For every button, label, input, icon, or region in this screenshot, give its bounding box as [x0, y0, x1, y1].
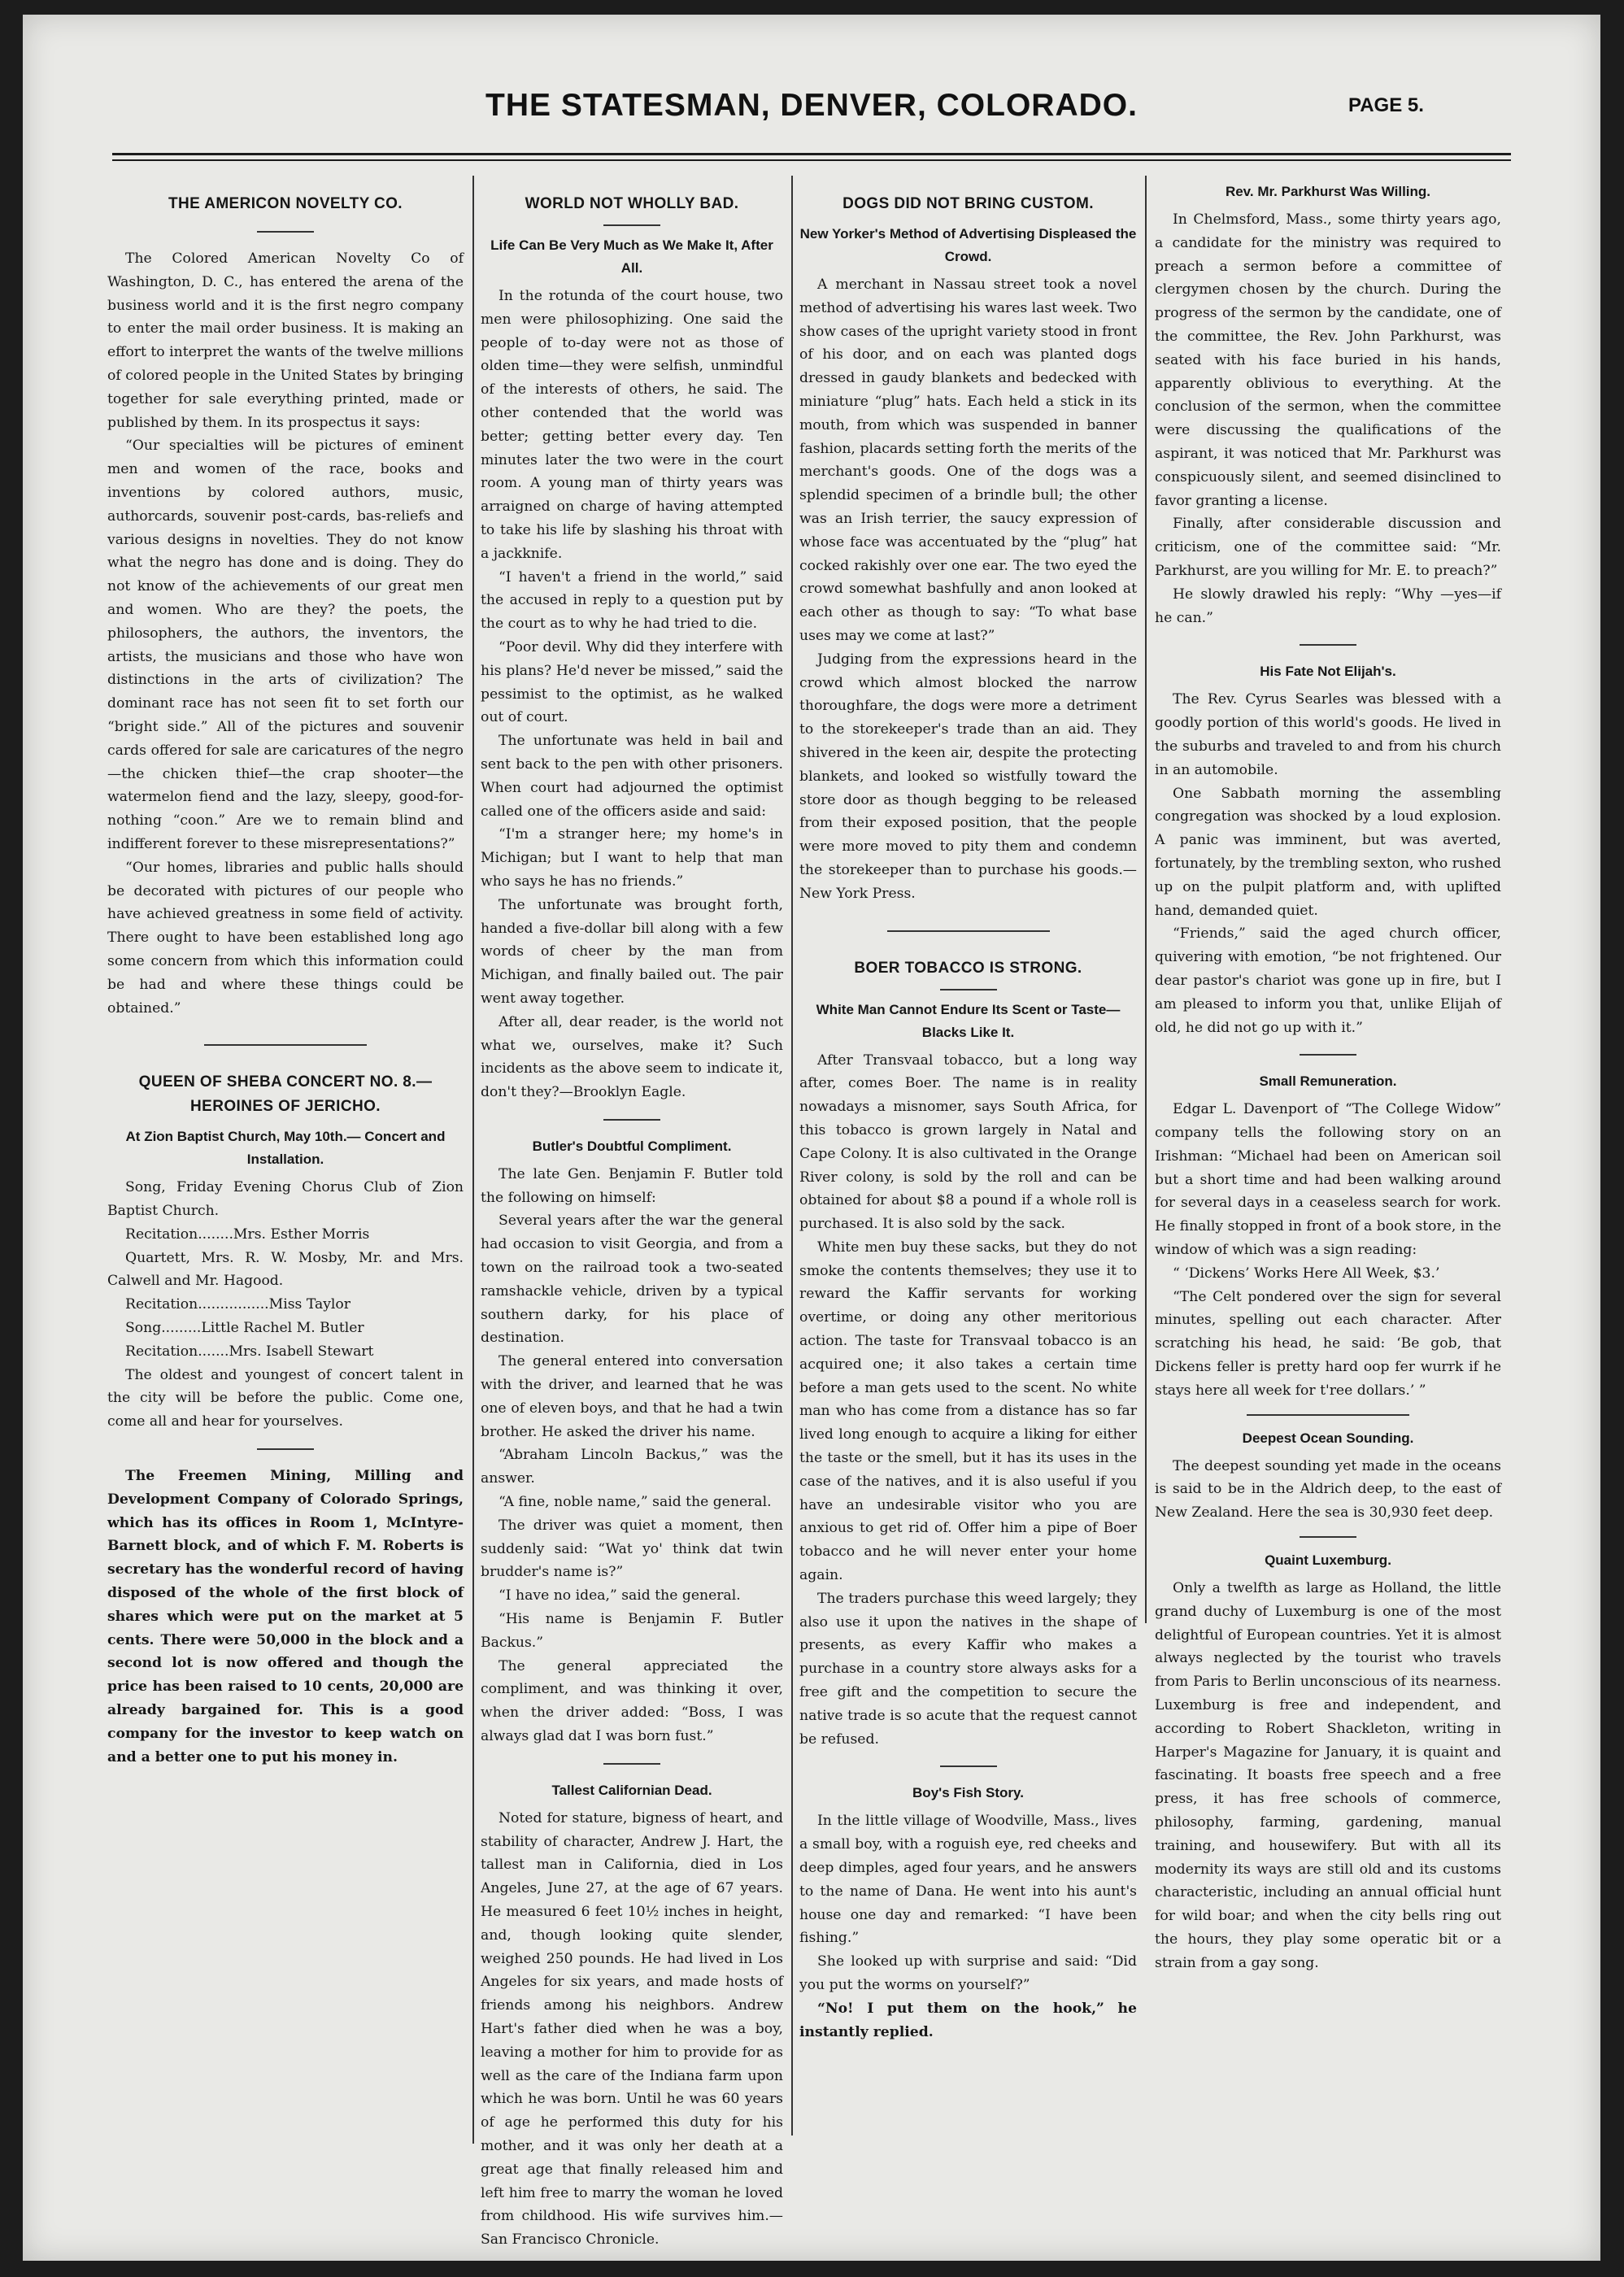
- separator: [1300, 1054, 1356, 1056]
- article-paragraph: After all, dear reader, is the world not what we, ourselves, make it? Such incidents as the above seem to indicate it, don't they?—Brooklyn Eagle.: [481, 1013, 783, 1101]
- article-paragraph: After Transvaal tobacco, but a long way after, comes Boer. The name is in reality nowadays a misnomer, says South Africa, for this tobacco is grown largely in Natal and Cape Colony. It is also cultivated in the Orange River colony, is sold by the roll and can be obtained for about $8 a pound if a whole roll is purchased. It is also sold by the sack.: [799, 1051, 1137, 1233]
- article-paragraph: “I'm a stranger here; my home's in Michigan; but I want to help that man who says he has no friends.”: [481, 826, 783, 890]
- article-paragraph: “Abraham Lincoln Backus,” was the answer.: [481, 1447, 783, 1487]
- article-paragraph: The general appreciated the compliment, and was thinking it over, when the driver added: “Boss, I was always glad dat I was born fust.”: [481, 1657, 783, 1745]
- separator: [603, 224, 660, 226]
- program-item: Song.........Little Rachel M. Butler: [125, 1320, 364, 1337]
- page-number: PAGE 5.: [1348, 94, 1424, 116]
- subheadline-small-remuneration: Small Remuneration.: [1259, 1073, 1397, 1090]
- subheadline-zion-baptist: At Zion Baptist Church, May 10th.— Concert and Installation.: [125, 1129, 446, 1168]
- article-paragraph: In the rotunda of the court house, two men were philosophizing. One said the people of to-day were not as those of olden time—they were selfish, unmindful of the interests of others, he said. The other contended that the world was better; getting better every day. Ten minutes later the two were in the court room. A young man of thirty years was arraigned on charge of having attempted to take his life by slashing his throat with a jackknife.: [481, 288, 783, 562]
- headline-boer-tobacco: BOER TOBACCO IS STRONG.: [854, 959, 1082, 977]
- subheadline-boys-fish-story: Boy's Fish Story.: [912, 1785, 1024, 1801]
- column-3: [799, 185, 1137, 2044]
- article-paragraph: The traders purchase this weed largely; they also use it upon the natives in the shape of presents, as every Kaffir who makes a purchase in a country store always asks for a free gift and the competition to secure the native trade is so acute that the request cannot be refused.: [799, 1590, 1137, 1748]
- separator: [887, 930, 1050, 932]
- program-item: Song, Friday Evening Chorus Club of Zion Baptist Church.: [107, 1179, 464, 1220]
- article-paragraph: The general entered into conversation with the driver, and learned that he was one of eleven boys, and that he had a twin brother. He asked the driver his name.: [481, 1353, 783, 1440]
- program-item: Recitation................Miss Taylor: [125, 1296, 350, 1313]
- article-paragraph: Edgar L. Davenport of “The College Widow” company tells the following story on an Irishman: “Michael had been on American soil but a short time and had been walking around for several days in a ceaseless search for work. He finally stopped in front of a book store, in the window of which was a sign reading:: [1155, 1101, 1501, 1259]
- column-rule-2: [791, 176, 793, 2136]
- article-paragraph: The late Gen. Benjamin F. Butler told the following on himself:: [481, 1165, 783, 1206]
- subheadline-white-man: White Man Cannot Endure Its Scent or Taste—Blacks Like It.: [816, 1001, 1121, 1040]
- article-paragraph: “I have no idea,” said the general.: [499, 1587, 741, 1604]
- article-paragraph: “Our homes, libraries and public halls should be decorated with pictures of our people who have achieved greatness in some field of activity. There ought to have been established long ago some concern from which this information could be had and where these things could be obtained.”: [107, 859, 464, 1017]
- article-paragraph: “The Celt pondered over the sign for several minutes, spelling out each character. After scratching his head, he said: ‘Be gob, that Dickens feller is pretty hard oop fer wurrk if he stays here all week for t'ree dollars.’ ”: [1155, 1288, 1501, 1399]
- article-paragraph: Several years after the war the general had occasion to visit Georgia, and from a town on the railroad took a two-seated ramshackle vehicle, driven by a typical southern darky, for his place of destination.: [481, 1213, 783, 1347]
- column-rule-1: [472, 176, 474, 2144]
- separator: [940, 989, 997, 990]
- article-paragraph: Judging from the expressions heard in the crowd which almost blocked the narrow thoroughfare, the dogs were more a detriment to the storekeeper's trade than an aid. They shivered in the keen air, despite the protecting blankets, and looked so wistfully toward the store door as though begging to be released from their exposed position, that the people were more moved to pity them and condemn the storekeeper than to purchase his goods.—New York Press.: [799, 651, 1137, 902]
- subheadline-parkhurst: Rev. Mr. Parkhurst Was Willing.: [1225, 184, 1431, 199]
- subheadline-life: Life Can Be Very Much as We Make It, After All.: [490, 237, 773, 276]
- separator: [940, 1765, 997, 1767]
- subheadline-luxemburg: Quaint Luxemburg.: [1265, 1552, 1391, 1569]
- program-item: Recitation........Mrs. Esther Morris: [125, 1226, 370, 1243]
- article-paragraph: “His name is Benjamin F. Butler Backus.”: [481, 1611, 783, 1651]
- article-paragraph: “Friends,” said the aged church officer, quivering with emotion, “be not frightened. Our dear pastor's chariot was gone up in fire, but I am pleased to inform you that, unlike Elijah of old, he did not go up with it.”: [1155, 925, 1501, 1036]
- masthead-rule-bottom: [112, 159, 1511, 161]
- article-paragraph: “I haven't a friend in the world,” said the accused in reply to a question put by the court as to why he had tried to die.: [481, 568, 783, 633]
- article-paragraph: The Freemen Mining, Milling and Development Company of Colorado Springs, which has its offices in Room 1, McIntyre-Barnett block, and of which F. M. Roberts is secretary has the wonderful record of having disposed of the whole of the first block of shares which were put on the market at 5 cents. There were 50,000 in the block and a second lot is now offered and though the price has been raised to 10 cents, 20,000 are already bargained for. This is a good company for the investor to keep watch on and a better one to put his money in.: [107, 1468, 464, 1765]
- headline-queen-of-sheba: QUEEN OF SHEBA CONCERT NO. 8.—HEROINES OF JERICHO.: [138, 1073, 433, 1116]
- article-paragraph: White men buy these sacks, but they do not smoke the contents themselves; they use it to reward the Kaffir servants for working overtime, or doing any other meritorious action. The taste for Transvaal tobacco is an acquired one; it also takes a certain time before a man gets used to the scent. No white man who has come from a distance has so far lived long enough to acquire a liking for either the taste or the smell, but it has its uses in the case of the natives, and it is also useful if you have an undesirable visitor who you are anxious to get rid of. Offer him a pipe of Boer tobacco and he will never enter your home again.: [799, 1239, 1137, 1584]
- separator: [1247, 1414, 1409, 1416]
- separator: [603, 1119, 660, 1121]
- separator: [204, 1044, 367, 1046]
- masthead-rule-top: [112, 153, 1511, 155]
- article-paragraph: The driver was quiet a moment, then suddenly said: “Wat yo' think dat twin brudder's name is?”: [481, 1517, 783, 1581]
- article-paragraph: Only a twelfth as large as Holland, the little grand duchy of Luxemburg is one of the most delightful of European countries. Yet it is almost always neglected by the tourist who travels from Paris to Berlin unconscious of its nearness. Luxemburg is free and independent, and according to Robert Shackleton, writing in Harper's Magazine for January, it is quaint and fascinating. It boasts free speech and a free press, it has free schools of commerce, philosophy, farming, gardening, manual training, and housewifery. But with all its modernity its ways are still old and its customs characteristic, including an annual official hunt for wild boar; and when the city bells ring out the hours, they play some operatic bit or a strain from a gay song.: [1155, 1580, 1501, 1971]
- article-paragraph: She looked up with surprise and said: “Did you put the worms on yourself?”: [799, 1953, 1137, 1993]
- separator: [603, 1763, 660, 1765]
- article-paragraph: “Our specialties will be pictures of eminent men and women of the race, books and inventions by colored authors, music, authorcards, souvenir post-cards, bas-reliefs and various designs in novelties. They do not know what the negro has done and is doing. They do not know of the achievements of our great men and women. Who are they? the poets, the philosophers, the authors, the inventors, the artists, the musicians and those who have won distinctions in the arts of civilization? The dominant race has not seen fit to set forth our “bright side.” All of the pictures and souvenir cards offered for sale are caricatures of the negro—the chicken thief—the crap shooter—the watermelon fiend and the lazy, sleepy, good-for-nothing “coon.” Are we to remain blind and indifferent forever to these misrepresentations?”: [107, 438, 464, 852]
- article-paragraph: In Chelmsford, Mass., some thirty years ago, a candidate for the ministry was required to preach a sermon before a committee of clergymen chosen by the church. During the progress of the sermon by the candidate, one of the committee, the Rev. John Parkhurst, was seated with his face buried in his hands, apparently oblivious to everything. At the conclusion of the sermon, when the committee were discussing the qualifications of the aspirant, it was noticed that Mr. Parkhurst was conspicuously silent, and seemed disinclined to favor granting a license.: [1155, 211, 1501, 509]
- article-paragraph: “No! I put them on the hook,” he instantly replied.: [799, 2000, 1137, 2040]
- article-paragraph: He slowly drawled his reply: “Why —yes—if he can.”: [1155, 586, 1501, 626]
- separator: [257, 231, 314, 233]
- article-paragraph: “A fine, noble name,” said the general.: [499, 1494, 772, 1511]
- subheadline-deepest-ocean: Deepest Ocean Sounding.: [1242, 1430, 1414, 1446]
- article-paragraph: In the little village of Woodville, Mass., lives a small boy, with a roguish eye, red cheeks and deep dimples, aged four years, and he answers to the name of Dana. He went into his aunt's house one day and remarked: “I have been fishing.”: [799, 1813, 1137, 1947]
- article-paragraph: The deepest sounding yet made in the oceans is said to be in the Aldrich deep, to the east of New Zealand. Here the sea is 30,930 feet deep.: [1155, 1457, 1501, 1522]
- column-2: [481, 185, 783, 2252]
- headline-novelty-co: THE AMERICON NOVELTY CO.: [168, 195, 403, 212]
- separator: [257, 1448, 314, 1450]
- subheadline-butler: Butler's Doubtful Compliment.: [532, 1138, 732, 1154]
- article-paragraph: The unfortunate was brought forth, handed a five-dollar bill along with a few words of cheer by the man from Michigan, and finally bailed out. The pair went away together.: [481, 896, 783, 1007]
- article-paragraph: The unfortunate was held in bail and sent back to the pen with other prisoners. When court had adjourned the optimist called one of the officers aside and said:: [481, 733, 783, 820]
- program-item: Quartett, Mrs. R. W. Mosby, Mr. and Mrs. Calwell and Mr. Hagood.: [107, 1249, 464, 1290]
- column-4: [1155, 177, 1501, 1975]
- headline-dogs-did-not-bring-custom: DOGS DID NOT BRING CUSTOM.: [842, 195, 1094, 212]
- article-paragraph: “ ‘Dickens’ Works Here All Week, $3.’: [1173, 1265, 1440, 1282]
- headline-world-not-wholly-bad: WORLD NOT WHOLLY BAD.: [525, 195, 739, 212]
- article-paragraph: The Colored American Novelty Co of Washington, D. C., has entered the arena of the business world and it is the first negro company to enter the mail order business. It is making an effort to interpret the wants of the twelve millions of colored people in the United States by bringing together for sale everything printed, made or published by them. In its prospectus it says:: [107, 250, 464, 431]
- article-paragraph: A merchant in Nassau street took a novel method of advertising his wares last week. Two show cases of the upright variety stood in front of his door, and on each was planted dogs dressed in gaudy blankets and bedecked with miniature “plug” hats. Each held a stick in its mouth, from which was suspended in banner fashion, placards setting forth the merits of the merchant's goods. One of the dogs was a splendid specimen of a brindle bull; the other was an Irish terrier, the saucy expression of whose face was accentuated by the “plug” hat cocked rakishly over one ear. The two eyed the crowd somewhat bashfully and anon looked at each other as though to say: “To what base uses may we come at last?”: [799, 276, 1137, 644]
- separator: [1300, 1536, 1356, 1538]
- article-paragraph: “Poor devil. Why did they interfere with his plans? He'd never be missed,” said the pessimist to the optimist, as he walked out of court.: [481, 638, 783, 726]
- article-paragraph: Finally, after considerable discussion and criticism, one of the committee said: “Mr. Parkhurst, are you willing for Mr. E. to preach?”: [1155, 516, 1501, 579]
- subheadline-tallest-californian: Tallest Californian Dead.: [551, 1782, 712, 1798]
- column-1: [107, 185, 464, 1769]
- subheadline-new-yorker: New Yorker's Method of Advertising Displeased the Crowd.: [799, 226, 1137, 264]
- subheadline-elijah: His Fate Not Elijah's.: [1260, 664, 1396, 680]
- article-paragraph: The Rev. Cyrus Searles was blessed with a goodly portion of this world's goods. He lived in the suburbs and traveled to and from his church in an automobile.: [1155, 691, 1501, 778]
- column-rule-3: [1145, 176, 1147, 1623]
- article-paragraph: The oldest and youngest of concert talent in the city will be before the public. Come one, come all and hear for yourselves.: [107, 1366, 464, 1430]
- newspaper-page: [23, 15, 1600, 2261]
- program-item: Recitation.......Mrs. Isabell Stewart: [125, 1343, 374, 1360]
- separator: [1300, 644, 1356, 646]
- article-paragraph: One Sabbath morning the assembling congregation was shocked by a loud explosion. A panic was imminent, but was averted, fortunately, by the trembling sexton, who rushed up on the pulpit platform and, with uplifted hand, demanded quiet.: [1155, 785, 1501, 919]
- masthead: THE STATESMAN, DENVER, COLORADO.: [485, 88, 1138, 123]
- article-paragraph: Noted for stature, bigness of heart, and stability of character, Andrew J. Hart, the tallest man in California, died in Los Angeles, June 27, at the age of 67 years. He measured 6 feet 10½ inches in height, and, though looking quite slender, weighed 250 pounds. He had lived in Los Angeles for six years, and made hosts of friends among his neighbors. Andrew Hart's father died when he was a boy, leaving a mother for him to provide for as well as the care of the Indiana farm upon which he was born. Until he was 60 years of age he performed this duty for his mother, and it was only her death at a great age that finally released him and left him free to marry the woman he loved from childhood. His wife survives him.—San Francisco Chronicle.: [481, 1809, 783, 2249]
